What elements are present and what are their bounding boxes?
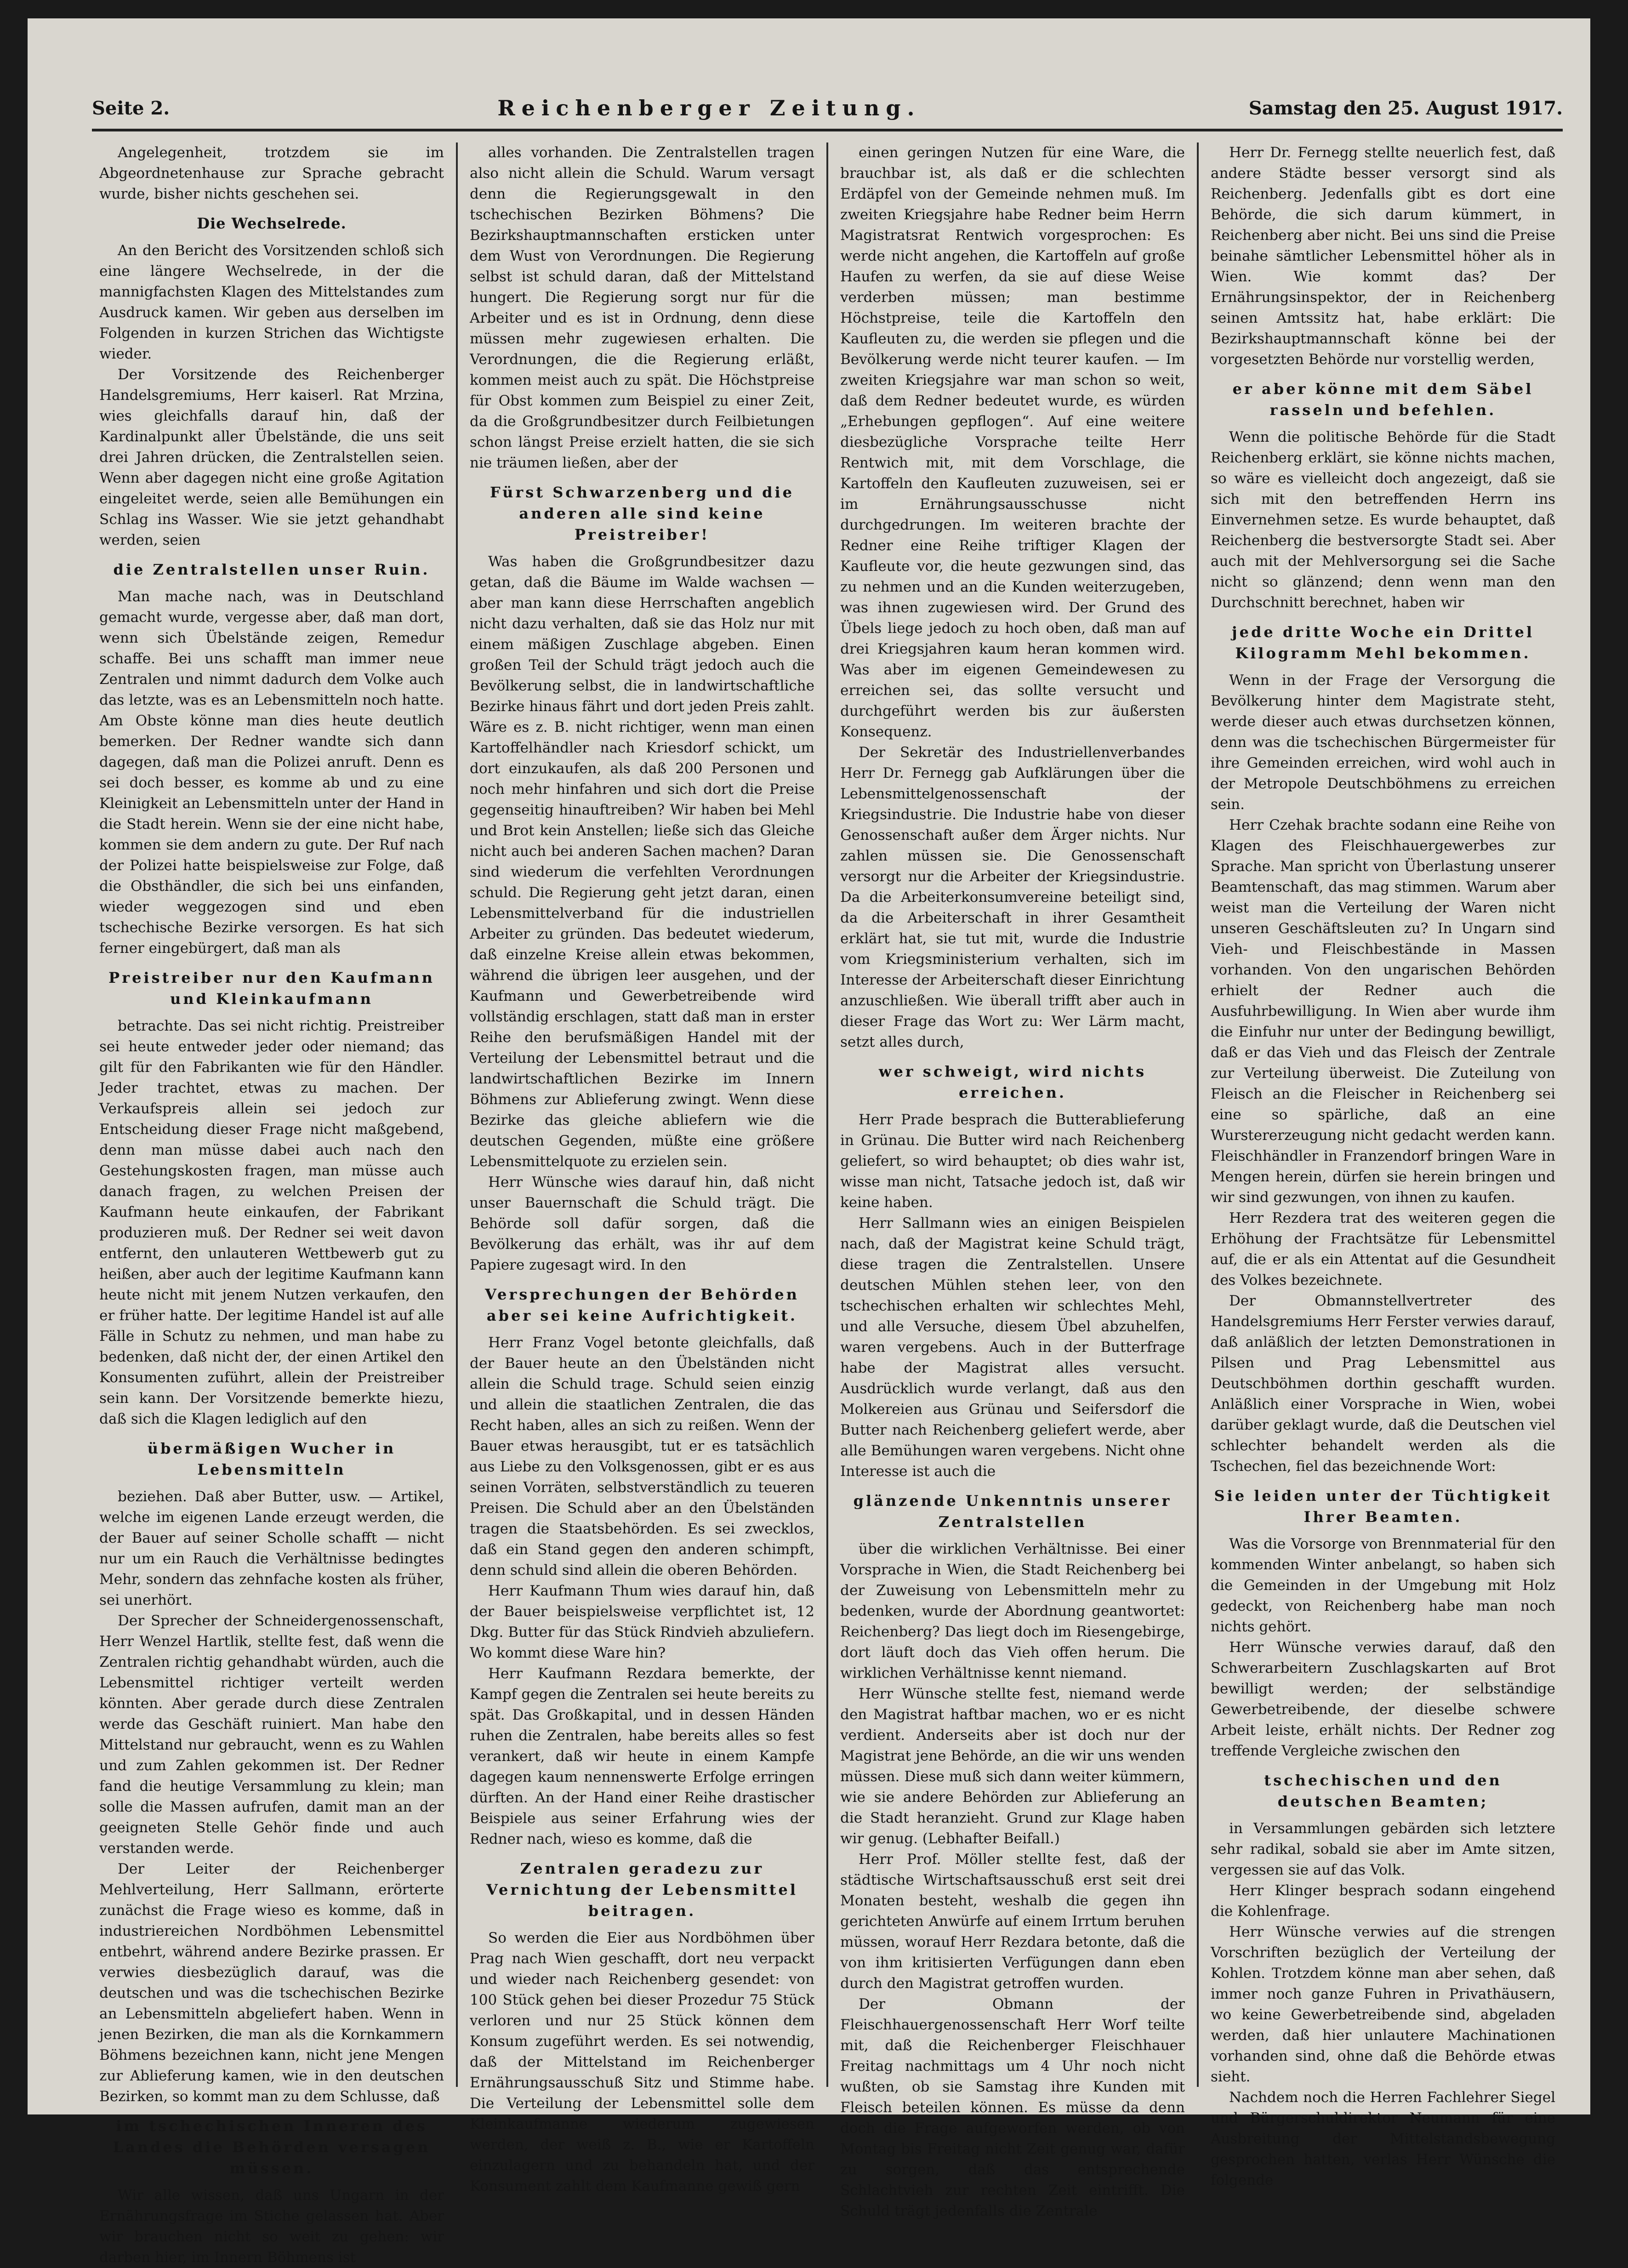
paragraph: Nachdem noch die Herren Fachlehrer Siegel und Bürgerschuldirektor Neumann für eine Ausbreitung der Mittelstandsbewegung gesprochen hatten, verlas Herr Wünsche die folgende xyxy=(1211,2089,1555,2188)
article-columns xyxy=(87,142,1567,2266)
paragraph: alles vorhanden. Die Zentralstellen tragen also nicht allein die Schuld. Warum versagt denn die Regierungsgewalt in den tschechischen Bezirken Böhmens? Die Bezirkshauptmannschaften ersticken unter dem Wust von Verordnungen. Die Regierung selbst ist schuld daran, daß der Mittelstand hungert. Die Regierung sorgt nur für die Arbeiter und es ist in Ordnung, denn diese müssen mehr zugewiesen erhalten. Die Verordnungen, die die Regierung erläßt, kommen meist auch zu spät. Die Höchstpreise für Obst kommen zum Beispiel zu einer Zeit, da die Großgrundbesitzer durch Feilbietungen schon längst Preise erzielt hatten, die sie sich nie träumen ließen, aber der xyxy=(470,144,814,471)
newspaper-title: Reichenberger Zeitung. xyxy=(497,96,921,120)
section-heading: Preistreiber nur den Kaufmann und Kleinkaufmann xyxy=(108,969,435,1008)
section-heading: Zentralen geradezu zur Vernichtung der Lebensmittel beitragen. xyxy=(486,1860,798,1920)
column-1 xyxy=(87,142,456,2266)
paragraph: Herr Wünsche wies darauf hin, daß nicht unser Bauernschaft die Schuld trägt. Die Behörde soll dafür sorgen, daß die Bevölkerung das erhält, was ihr auf dem Papiere zugesagt wird. In den xyxy=(470,1174,814,1273)
section-heading: jede dritte Woche ein Drittel Kilogramm Mehl bekommen. xyxy=(1232,623,1534,662)
paragraph: Der Sekretär des Industriellenverbandes Herr Dr. Fernegg gab Aufklärungen über die Lebensmittelgenossenschaft der Kriegsindustrie. Die Industrie habe von dieser Genossenschaft außer dem Ärger nichts. Nur zahlen müssen sie. Die Genossenschaft versorgt nur die Arbeiter der Kriegsindustrie. Da die Arbeiterkonsumvereine beteiligt sind, da die Arbeiterschaft in ihrer Gesamtheit erklärt hat, sie tut mit, wurde die Industrie vom Kriegsministerium verhalten, sich im Interesse der Arbeiterschaft dieser Einrichtung anzuschließen. Wie überall trifft aber auch in dieser Frage das Wort zu: Wer Lärm macht, setzt alles durch, xyxy=(840,744,1185,1050)
paragraph: Herr Rezdera trat des weiteren gegen die Erhöhung der Frachtsätze für Lebensmittel auf, die er als ein Attentat auf die Gesundheit des Volkes bezeichnete. xyxy=(1211,1210,1555,1288)
paragraph: über die wirklichen Verhältnisse. Bei einer Vorsprache in Wien, die Stadt Reichenberg bei der Zuweisung von Lebensmitteln mehr zu bedenken, wurde der Abordnung geantwortet: Reichenberg? Das liegt doch im Riesengebirge, dort läuft doch das Vieh offen herum. Die wirklichen Verhältnisse kennt niemand. xyxy=(840,1541,1185,1681)
issue-date: Samstag den 25. August 1917. xyxy=(1248,97,1563,119)
paragraph: in Versammlungen gebärden sich letztere sehr radikal, sobald sie aber im Amte sitzen, vergessen sie auf das Volk. xyxy=(1211,1820,1555,1878)
paragraph: Herr Wünsche verwies darauf, daß den Schwerarbeitern Zuschlagskarten auf Brot bewilligt werden; der selbständige Gewerbetreibende, der dieselbe schwere Arbeit leiste, erhält nichts. Der Redner zog treffende Vergleiche zwischen den xyxy=(1211,1639,1555,1759)
paragraph: einen geringen Nutzen für eine Ware, die brauchbar ist, als daß er die schlechten Erdäpfel von der Gemeinde nehmen muß. Im zweiten Kriegsjahre habe Redner beim Herrn Magistratsrat Rentwich vorgesprochen: Es werde nicht angehen, die Kartoffeln auf große Haufen zu werfen, da sie auf diese Weise verderben müssen; man bestimme Höchstpreise, teile die Kartoffeln den Kaufleuten zu, die werden sie pflegen und die Bevölkerung werde nicht teurer kaufen. — Im zweiten Kriegsjahre war man schon so weit, daß dem Redner bedeutet wurde, es würden „Erhebungen gepflogen“. Auf eine weitere diesbezügliche Vorsprache teilte Herr Rentwich mit, mit dem Vorschlage, die Kartoffeln den Kaufleuten zuzuweisen, sei er im Ernährungsausschusse nicht durchgedrungen. Im weiteren brachte der Redner eine Reihe triftiger Klagen der Kaufleute vor, die heute gezwungen sind, das zu nehmen und an die Kunden weiterzugeben, was ihnen zugewiesen wird. Der Grund des Übels liege jedoch zu hoch oben, daß man auf drei Kriegsjahren kaum heran kommen wird. Was aber im eigenen Gemeindewesen zu erreichen sei, das sollte versucht und durchgeführt werden bis zur äußersten Konsequenz. xyxy=(840,144,1185,740)
paragraph: Herr Prade besprach die Butterablieferung in Grünau. Die Butter wird nach Reichenberg geliefert, so wird behauptet; ob dies wahr ist, wisse man nicht, Tatsache jedoch ist, daß wir keine haben. xyxy=(840,1111,1185,1211)
paragraph: Was haben die Großgrundbesitzer dazu getan, daß die Bäume im Walde wachsen — aber man kann diese Herrschaften angeblich nicht dazu verhalten, daß sie das Holz nur mit einem mäßigen Zuschlage abgeben. Einen großen Teil der Schuld trägt jedoch auch die Bevölkerung selbst, die in landwirtschaftliche Bezirke hinaus fährt und dort jeden Preis zahlt. Wäre es z. B. nicht richtiger, wenn man einen Kartoffelhändler nach Kriesdorf schickt, um dort einzukaufen, als daß 200 Personen und noch mehr hinfahren und sich dort die Preise gegenseitig hinauftreiben? Wir haben bei Mehl und Brot kein Anstellen; ließe sich das Gleiche nicht auch bei anderen Sachen machen? Daran sind wiederum die verfehlten Verordnungen schuld. Die Regierung geht jetzt daran, einen Lebensmittelverband für die industriellen Arbeiter zu gründen. Das bedeutet wiederum, daß einzelne Kreise allein etwas bekommen, während die übrigen leer ausgehen, und der Kaufmann und Gewerbetreibende wird vollständig erschlagen, statt daß man in erster Reihe den berufsmäßigen Handel mit der Verteilung der Lebensmittel betraut und die landwirtschaftlichen Bezirke im Innern Böhmens zur Ablieferung zwingt. Wenn diese Bezirke das gleiche abliefern wie die deutschen Gegenden, müßte eine größere Lebensmittelquote zu erzielen sein. xyxy=(470,553,814,1170)
paragraph: Herr Czehak brachte sodann eine Reihe von Klagen des Fleischhauergewerbes zur Sprache. Man spricht von Überlastung unserer Beamtenschaft, das mag stimmen. Warum aber weist man die Verteilung der Waren nicht unseren Geschäftsleuten zu? In Ungarn sind Vieh- und Fleischbestände in Massen vorhanden. Von den ungarischen Behörden erhielt der Redner auch die Ausfuhrbewilligung. In Wien aber wurde ihm die Einfuhr nur unter der Bedingung bewilligt, daß er das Vieh und das Fleisch der Zentrale zur Verteilung überweist. Die Zuteilung von Fleisch an die Fleischer in Reichenberg sei eine so spärliche, daß an eine Wurstererzeugung nicht gedacht werden kann. Fleischhändler in Franzendorf bringen Ware in Mengen herein, dürfen sie herein bringen und wir sind gezwungen, von ihnen zu kaufen. xyxy=(1211,817,1555,1206)
section-heading: im tschechischen Inneren des Landes die Behörden versagen müssen. xyxy=(113,2117,431,2177)
paragraph: betrachte. Das sei nicht richtig. Preistreiber sei heute entweder jeder oder niemand; das gilt für den Fabrikanten wie für den Händler. Jeder trachtet, etwas zu machen. Der Verkaufspreis allein sei jedoch zur Entscheidung dieser Frage nicht maßgebend, denn man müsse dabei auch nach den Gestehungskosten fragen, man müsse auch danach fragen, zu welchen Preisen der Kaufmann heute einkaufen, der Fabrikant produzieren muß. Der Redner sei weit davon entfernt, den unlauteren Wettbewerb gut zu heißen, aber auch der legitime Kaufmann kann heute nicht mit jenem Nutzen verkaufen, den er früher hatte. Der legitime Handel ist auf alle Fälle in Schutz zu nehmen, und man habe zu bedenken, daß nicht der, der einen Artikel den Konsumenten zuführt, allein der Preistreiber sein kann. Der Vorsitzende bemerkte hiezu, daß sich die Klagen lediglich auf den xyxy=(99,1018,444,1427)
paragraph: Herr Klinger besprach sodann eingehend die Kohlenfrage. xyxy=(1211,1882,1555,1920)
section-heading: er aber könne mit dem Säbel rasseln und befehlen. xyxy=(1232,380,1534,419)
section-heading: tschechischen und den deutschen Beamten; xyxy=(1264,1772,1502,1810)
column-3 xyxy=(826,142,1197,2219)
section-heading: Sie leiden unter der Tüchtigkeit Ihrer Beamten. xyxy=(1214,1487,1552,1526)
paragraph: Wenn die politische Behörde für die Stadt Reichenberg erklärt, sie könne nichts machen, so wäre es vielleicht doch angezeigt, daß sie sich mit den betreffenden Herrn ins Einvernehmen setze. Es wurde behauptet, daß Reichenberg die bestversorgte Stadt sei. Aber auch mit der Mehlversorgung sei die Sache nicht so glänzend; denn wenn man den Durchschnitt berechnet, haben wir xyxy=(1211,429,1555,611)
paragraph: Man mache nach, was in Deutschland gemacht wurde, vergesse aber, daß man dort, wenn sich Übelstände zeigen, Remedur schaffe. Bei uns schafft man immer neue Zentralen und nimmt dadurch dem Volke auch das letzte, was es an Lebensmitteln noch hatte. Am Obste könne man dies heute deutlich bemerken. Der Redner wandte sich dann dagegen, daß man die Polizei anruft. Denn es sei doch besser, es komme ab und zu eine Kleinigkeit an Lebensmitteln unter der Hand in die Stadt herein. Wenn sie der eine nicht habe, kommen sie dem andern zu gute. Der Ruf nach der Polizei hatte beispielsweise zur Folge, daß die Obsthändler, die sich bei uns einfanden, wieder weggezogen sind und eben tschechische Bezirke versorgen. Es hat sich ferner eingebürgert, daß man als xyxy=(99,588,444,957)
section-heading: die Zentralstellen unser Ruin. xyxy=(113,561,430,578)
paragraph: Herr Wünsche stellte fest, niemand werde den Magistrat haftbar machen, wo er es nicht verdient. Anderseits aber ist doch nur der Magistrat jene Behörde, an die wir uns wenden müssen. Diese muß sich dann weiter kümmern, wie sie andere Behörden zur Ablieferung an die Stadt heranzieht. Grund zur Klage haben wir genug. (Lebhafter Beifall.) xyxy=(840,1686,1185,1847)
paragraph: Herr Prof. Möller stellte fest, daß der städtische Wirtschaftsausschuß erst seit drei Monaten besteht, weshalb die gegen ihn gerichteten Anwürfe auf einem Irrtum beruhen müssen, worauf Herr Rezdara betonte, daß die von ihm kritisierten Verfügungen dann eben durch den Magistrat getroffen wurden. xyxy=(840,1851,1185,1992)
section-heading: glänzende Unkenntnis unserer Zentralstellen xyxy=(853,1492,1172,1531)
paragraph: Herr Sallmann wies an einigen Beispielen nach, daß der Magistrat keine Schuld trägt, diese tragen die Zentralstellen. Unsere deutschen Mühlen stehen leer, von den tschechischen erhalten wir schlechtes Mehl, und alle Versuche, diesem Übel abzuhelfen, waren vergebens. Auch in der Butterfrage habe der Magistrat alles versucht. Ausdrücklich wurde verlangt, daß aus den Molkereien aus Grünau und Seifersdorf die Butter nach Reichenberg geliefert werde, aber alle Bemühungen waren vergebens. Nicht ohne Interesse ist auch die xyxy=(840,1215,1185,1480)
paragraph: Wir alle wissen, daß uns Ungarn in der Ernährungsfrage im Stiche gelassen hat. Aber wir brauchen nicht so weit zu gehen: wir darben hier, im Innern Böhmens ist xyxy=(99,2187,444,2266)
paragraph: Der Vorsitzende des Reichenberger Handelsgremiums, Herr kaiserl. Rat Mrzina, wies gleichfalls darauf hin, daß der Kardinalpunkt aller Übelstände, die uns seit drei Jahren drücken, die Zentralstellen seien. Wenn aber dagegen nicht eine große Agitation eingeleitet werde, seien alle Bemühungen ein Schlag ins Wasser. Wie sie jetzt gehandhabt werden, seien xyxy=(99,366,444,548)
page-number: Seite 2. xyxy=(92,97,170,119)
paragraph: Der Leiter der Reichenberger Mehlverteilung, Herr Sallmann, erörterte zunächst die Frage wieso es komme, daß in industriereichen Nordböhmen Lebensmittel entbehrt, während andere Bezirke prassen. Er verwies diesbezüglich darauf, was die deutschen und was die tschechischen Bezirke an Lebensmitteln abgeliefert haben. Wenn in jenen Bezirken, die man als die Kornkammern Böhmens bezeichnen kann, nicht jene Mengen zur Ablieferung kamen, wie in den deutschen Bezirken, so kommt man zu dem Schlusse, daß xyxy=(99,1861,444,2105)
paragraph: beziehen. Daß aber Butter, usw. — Artikel, welche im eigenen Lande erzeugt werden, die der Bauer auf seiner Scholle schafft — nicht nur um ein Rauch die Verhältnisse bedingtes Mehr, sondern das zehnfache kosten als früher, sei unerhört. xyxy=(99,1488,444,1608)
paragraph: Was die Vorsorge von Brennmaterial für den kommenden Winter anbelangt, so haben sich die Gemeinden in der Umgebung mit Holz gedeckt, von Reichenberg habe man noch nichts gehört. xyxy=(1211,1536,1555,1635)
newspaper-page xyxy=(28,18,1590,2266)
paragraph: Der Sprecher der Schneidergenossenschaft, Herr Wenzel Hartlik, stellte fest, daß wenn die Zentralen richtig gehandhabt würden, auch die Lebensmittel richtiger verteilt werden könnten. Aber gerade durch diese Zentralen werde das Geschäft ruiniert. Man habe den Mittelstand nur gebraucht, wenn es zu Wahlen und zum Zahlen gekommen ist. Der Redner fand die heutige Versammlung zu klein; man solle die Massen aufrufen, damit man an der geeigneten Stelle Gehör finde und auch verstanden werde. xyxy=(99,1613,444,1857)
paragraph: Herr Dr. Fernegg stellte neuerlich fest, daß andere Städte besser versorgt sind als Reichenberg. Jedenfalls gibt es dort eine Behörde, die sich darum kümmert, in Reichenberg aber nicht. Bei uns sind die Preise beinahe sämtlicher Lebensmittel höher als in Wien. Wie kommt das? Der Ernährungsinspektor, der in Reichenberg seinen Amtssitz hat, habe erklärt: Die Bezirkshauptmannschaft könne bei der vorgesetzten Behörde nur vorstellig werden, xyxy=(1211,144,1555,368)
column-4 xyxy=(1197,142,1567,2188)
section-heading: Versprechungen der Behörden aber sei keine Aufrichtigkeit. xyxy=(485,1286,799,1324)
section-heading: Fürst Schwarzenberg und die anderen alle sind keine Preistreiber! xyxy=(490,484,795,543)
section-heading: übermäßigen Wucher in Lebensmitteln xyxy=(147,1440,396,1478)
paragraph: Wenn in der Frage der Versorgung die Bevölkerung hinter dem Magistrate steht, werde dieser auch etwas durchsetzen können, denn was die tschechischen Bürgermeister für ihre Gemeinden erreichen, wird wohl auch in der Metropole Deutschböhmens zu erreichen sein. xyxy=(1211,672,1555,813)
section-heading: wer schweigt, wird nichts erreichen. xyxy=(878,1063,1147,1101)
column-2 xyxy=(456,142,826,2194)
paragraph: So werden die Eier aus Nordböhmen über Prag nach Wien geschafft, dort neu verpackt und wieder nach Reichenberg gesendet: von 100 Stück gehen bei dieser Prozedur 75 Stück verloren und nur 25 Stück können dem Konsum zugeführt werden. Es sei notwendig, daß der Mittelstand im Reichenberger Ernährungsausschuß Sitz und Stimme habe. Die Verteilung der Lebensmittel solle dem Kleinkaufmanne wiederum zugewiesen werden, der weiß z. B., wie er Kartoffeln einzulagern und zu behandeln hat, und der Konsument zahlt dem Kaufmanne gewiß gern xyxy=(470,1930,814,2194)
section-heading: Die Wechselrede. xyxy=(197,215,347,232)
paragraph: Angelegenheit, trotzdem sie im Abgeordnetenhause zur Sprache gebracht wurde, bisher nichts geschehen sei. xyxy=(99,144,444,202)
paragraph: Der Obmann der Fleischhauergenossenschaft Herr Worf teilte mit, daß die Reichenberger Fleischhauer Freitag nachmittags um 4 Uhr noch nicht wußten, ob sie Samstag ihre Kunden mit Fleisch beteilen können. Es müsse da denn doch die Frage aufgeworfen werden, ob von Montag bis Freitag nicht Zeit genug war, dafür zu sorgen, daß das entsprechende Schlachtvieh zur rechten Zeit eintrifft. Die Schuld trägt jedenfalls die Zentrale xyxy=(840,1996,1185,2219)
paragraph: Herr Kaufmann Rezdara bemerkte, der Kampf gegen die Zentralen sei heute bereits zu spät. Das Großkapital, und in dessen Händen ruhen die Zentralen, habe bereits alles so fest verankert, daß wir heute in einem Kampfe dagegen kaum nennenswerte Erfolge erringen dürften. An der Hand einer Reihe drastischer Beispiele aus seiner Erfahrung wies der Redner nach, wieso es komme, daß die xyxy=(470,1665,814,1847)
page-header xyxy=(92,87,1563,131)
paragraph: Herr Wünsche verwies auf die strengen Vorschriften bezüglich der Verteilung der Kohlen. Trotzdem könne man aber sehen, daß immer noch ganze Fuhren in Privathäusern, wo keine Gewerbetreibende sind, abgeladen werden, daß hier unlautere Machinationen vorhanden sind, ohne daß die Behörde etwas sieht. xyxy=(1211,1924,1555,2085)
paragraph: Herr Kaufmann Thum wies darauf hin, daß der Bauer beispielsweise verpflichtet ist, 12 Dkg. Butter für das Stück Rindvieh abzuliefern. Wo kommt diese Ware hin? xyxy=(470,1583,814,1661)
paragraph: Herr Franz Vogel betonte gleichfalls, daß der Bauer heute an den Übelständen nicht allein die Schuld trage. Schuld seien einzig und allein die staatlichen Zentralen, die das Recht haben, alles an sich zu reißen. Wenn der Bauer etwas herausgibt, tut er es tatsächlich aus Liebe zu den Volksgenossen, gibt er es aus seinen Vorräten, selbstverständlich zu teueren Preisen. Die Schuld aber an den Übelständen tragen die Staatsbehörden. Es sei zwecklos, daß ein Stand gegen den anderen schimpft, denn schuld sind allein die oberen Behörden. xyxy=(470,1334,814,1578)
paragraph: Der Obmannstellvertreter des Handelsgremiums Herr Ferster verwies darauf, daß anläßlich der letzten Demonstrationen in Pilsen und Prag Lebensmittel aus Deutschböhmen dorthin geschafft wurden. Anläßlich einer Vorsprache in Wien, wobei darüber geklagt wurde, daß die Deutschen viel schlechter behandelt werden als die Tschechen, fiel das bezeichnende Wort: xyxy=(1211,1293,1555,1475)
paragraph: An den Bericht des Vorsitzenden schloß sich eine längere Wechselrede, in der die mannigfachsten Klagen des Mittelstandes zum Ausdruck kamen. Wir geben aus derselben im Folgenden in kurzen Strichen das Wichtigste wieder. xyxy=(99,242,444,362)
